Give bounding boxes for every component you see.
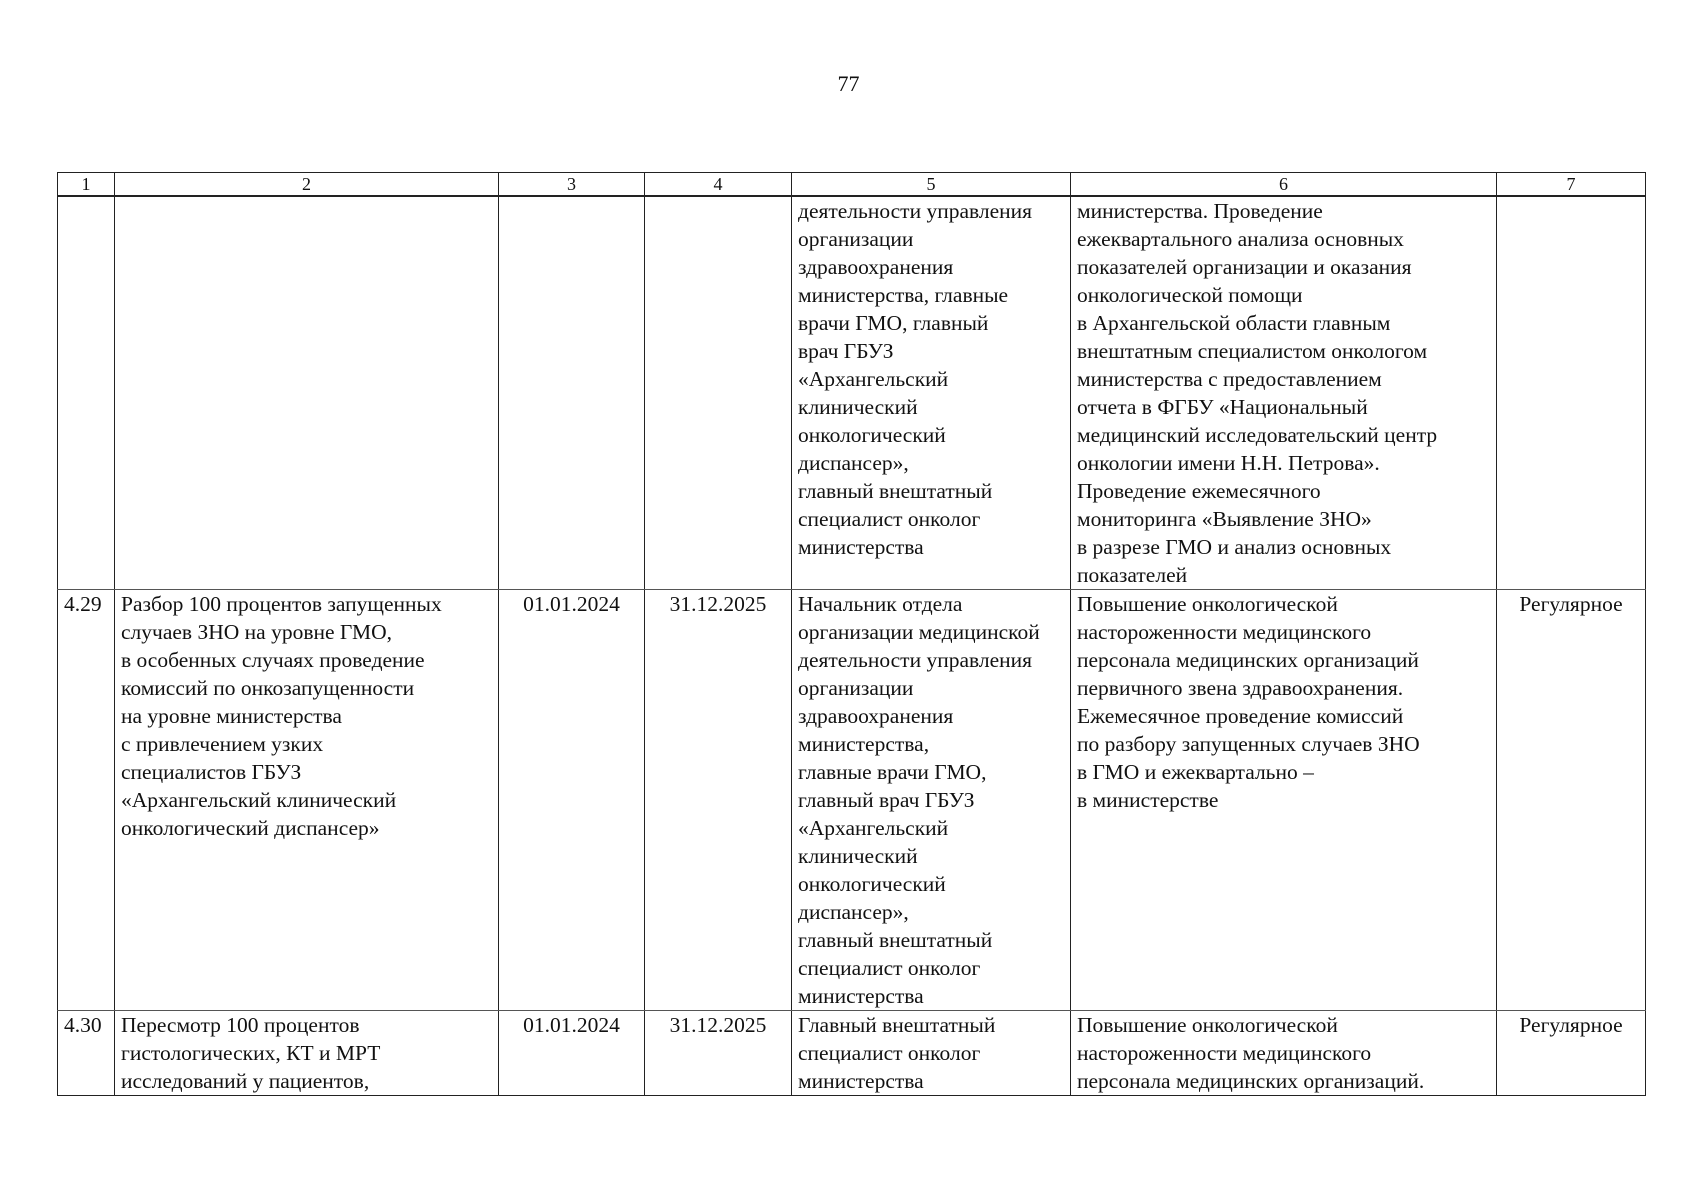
page-number: 77 xyxy=(837,71,860,96)
action-plan-table xyxy=(57,172,1646,1096)
responsible-cell: деятельности управления организации здравоохранения министерства, главные врачи ГМО, главный врач ГБУЗ «Архангельский клинический онкологический диспансер», главный внештатный специалист онколог министерства xyxy=(792,196,1071,590)
column-header-6: 6 xyxy=(1071,173,1497,197)
column-header-3: 3 xyxy=(499,173,645,197)
result-cell: министерства. Проведение ежеквартального анализа основных показателей организации и оказания онкологической помощи в Архангельской области главным внештатным специалистом онкологом министерства с предоставлением отчета в ФГБУ «Национальный медицинский исследовательский центр онкологии имени Н.Н. Петрова». Проведение ежемесячного мониторинга «Выявление ЗНО» в разрезе ГМО и анализ основных показателей xyxy=(1071,196,1497,590)
result-cell: Повышение онкологической настороженности медицинского персонала медицинских организаций. xyxy=(1071,1011,1497,1096)
table-row-continued xyxy=(58,196,1646,590)
column-header-7: 7 xyxy=(1497,173,1646,197)
action-cell xyxy=(115,196,499,590)
end-date-cell xyxy=(645,196,792,590)
type-cell xyxy=(1497,196,1646,590)
column-header-2: 2 xyxy=(115,173,499,197)
responsible-cell: Главный внештатный специалист онколог министерства xyxy=(792,1011,1071,1096)
column-number-header-row xyxy=(58,173,1646,197)
column-header-5: 5 xyxy=(792,173,1071,197)
start-date-cell: 01.01.2024 xyxy=(499,590,645,1011)
column-header-1: 1 xyxy=(58,173,115,197)
result-cell: Повышение онкологической настороженности медицинского персонала медицинских организаций первичного звена здравоохранения. Ежемесячное проведение комиссий по разбору запущенных случаев ЗНО в ГМО и ежеквартально – в министерстве xyxy=(1071,590,1497,1011)
type-cell: Регулярное xyxy=(1497,1011,1646,1096)
start-date-cell: 01.01.2024 xyxy=(499,1011,645,1096)
row-number-cell: 4.30 xyxy=(58,1011,115,1096)
responsible-cell: Начальник отдела организации медицинской деятельности управления организации здравоохранения министерства, главные врачи ГМО, главный врач ГБУЗ «Архангельский клинический онкологический диспансер», главный внештатный специалист онколог министерства xyxy=(792,590,1071,1011)
type-cell: Регулярное xyxy=(1497,590,1646,1011)
table-row-4-29 xyxy=(58,590,1646,1011)
end-date-cell: 31.12.2025 xyxy=(645,1011,792,1096)
column-header-4: 4 xyxy=(645,173,792,197)
row-number-cell: 4.29 xyxy=(58,590,115,1011)
start-date-cell xyxy=(499,196,645,590)
row-number-cell xyxy=(58,196,115,590)
table-row-4-30 xyxy=(58,1011,1646,1096)
end-date-cell: 31.12.2025 xyxy=(645,590,792,1011)
action-cell: Разбор 100 процентов запущенных случаев ЗНО на уровне ГМО, в особенных случаях проведение комиссий по онкозапущенности на уровне министерства с привлечением узких специалистов ГБУЗ «Архангельский клинический онкологический диспансер» xyxy=(115,590,499,1011)
action-cell: Пересмотр 100 процентов гистологических, КТ и МРТ исследований у пациентов, xyxy=(115,1011,499,1096)
